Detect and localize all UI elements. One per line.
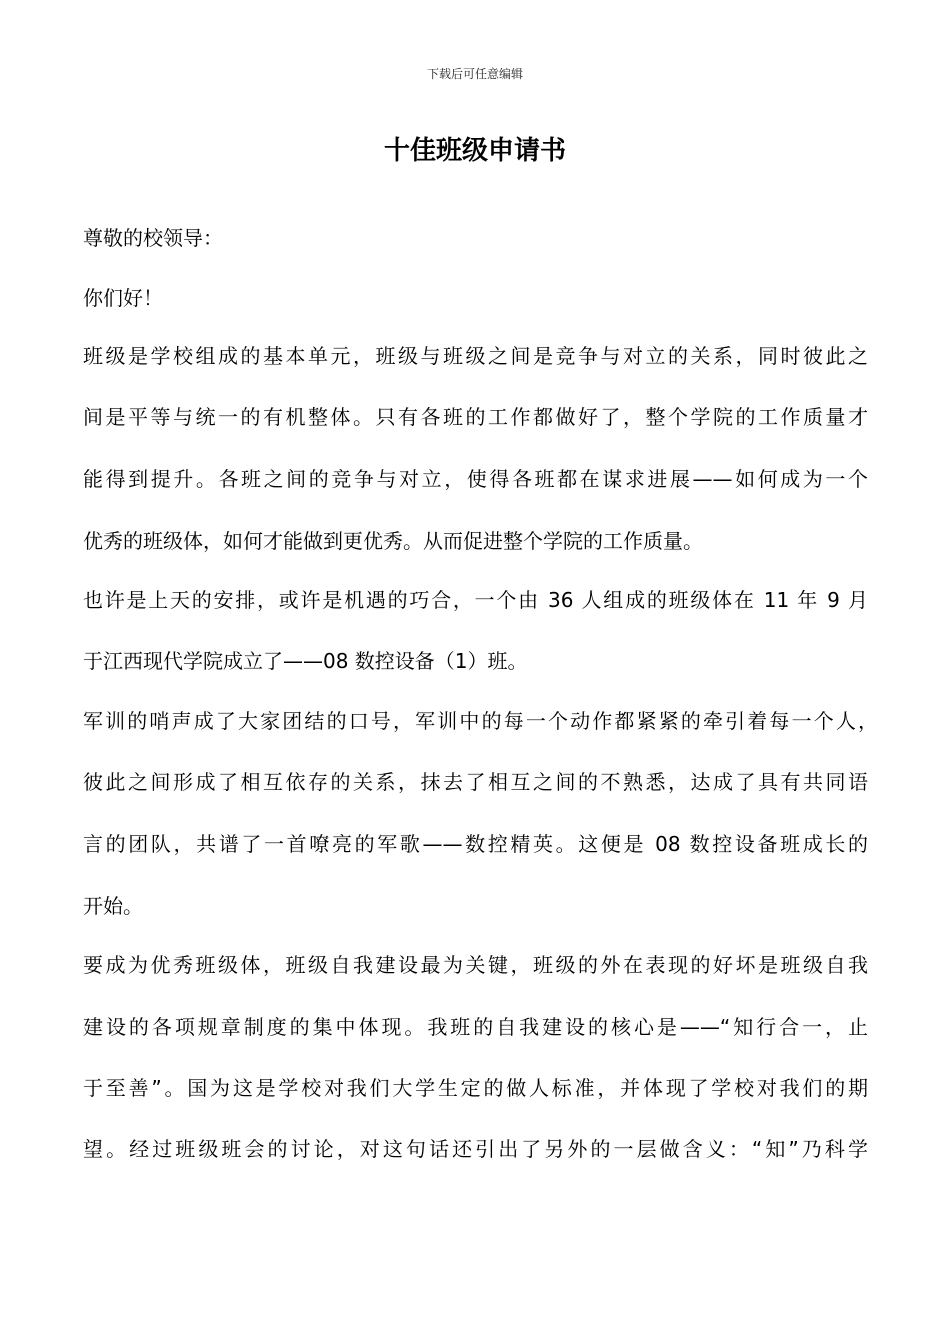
paragraph-line: 建设的各项规章制度的集中体现。我班的自我建设的核心是——“知行合一，止 — [83, 1015, 868, 1039]
paragraph-line: 军训的哨声成了大家团结的口号，军训中的每一个动作都紧紧的牵引着每一个人， — [83, 709, 878, 733]
paragraph-line: 优秀的班级体，如何才能做到更优秀。从而促进整个学院的工作质量。 — [83, 529, 703, 553]
paragraph-line: 言的团队，共谱了一首嘹亮的军歌——数控精英。这便是 08 数控设备班成长的 — [83, 832, 868, 856]
paragraph-line: 开始。 — [83, 894, 143, 918]
paragraph-line: 能得到提升。各班之间的竞争与对立，使得各班都在谋求进展——如何成为一个 — [83, 467, 868, 491]
paragraph-line: 班级是学校组成的基本单元，班级与班级之间是竞争与对立的关系，同时彼此之 — [83, 344, 868, 368]
salutation-line: 尊敬的校领导： — [83, 226, 223, 250]
header-note: 下载后可任意编辑 — [426, 67, 523, 81]
paragraph-line: 于至善”。国为这是学校对我们大学生定的做人标准，并体现了学校对我们的期 — [83, 1076, 868, 1100]
paragraph-line: 也许是上天的安排，或许是机遇的巧合，一个由 36 人组成的班级体在 11 年 9 月 — [83, 588, 868, 612]
greeting-line: 你们好！ — [83, 286, 163, 310]
paragraph-line: 间是平等与统一的有机整体。只有各班的工作都做好了，整个学院的工作质量才 — [83, 405, 868, 429]
paragraph-line: 于江西现代学院成立了——08 数控设备（1）班。 — [83, 649, 528, 673]
paragraph-line: 要成为优秀班级体，班级自我建设最为关键，班级的外在表现的好坏是班级自我 — [83, 953, 868, 977]
paragraph-line: 望。经过班级班会的讨论，对这句话还引出了另外的一层做含义：“知”乃科学 — [83, 1137, 868, 1161]
paragraph-line: 彼此之间形成了相互依存的关系，抹去了相互之间的不熟悉，达成了具有共同语 — [83, 770, 868, 794]
document-title: 十佳班级申请书 — [383, 136, 566, 166]
